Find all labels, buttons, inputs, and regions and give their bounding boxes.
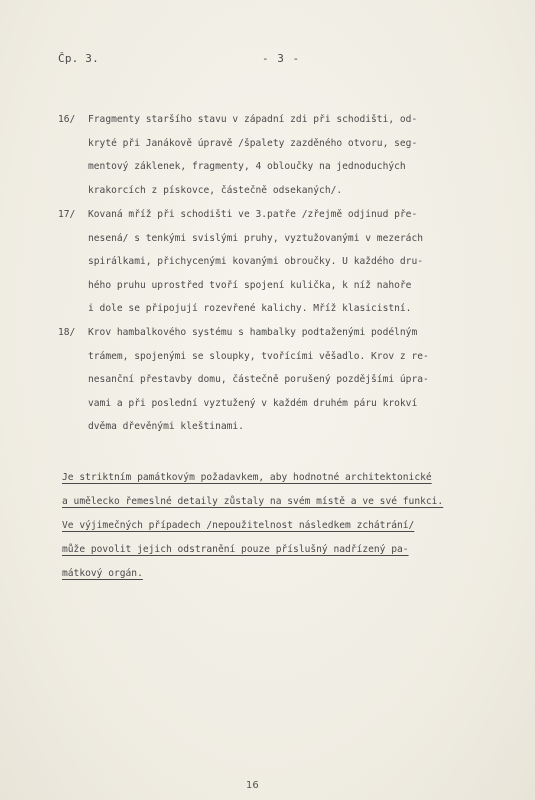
handwritten-page-number: 16	[246, 780, 259, 791]
list-item-16	[58, 108, 498, 202]
item-text-line: Krov hambalkového systému s hambalky podtaženými podélným	[88, 327, 418, 338]
item-text-line: trámem, spojenými se sloupky, tvořícími věšadlo. Krov z re-	[88, 350, 429, 362]
list-item-18	[58, 321, 498, 439]
note-line: může povolit jejich odstranění pouze příslušný nadřízený pa-	[62, 544, 409, 555]
item-text-line: kryté při Janákově úpravě /špalety zazděného otvoru, seg-	[88, 137, 418, 149]
item-text-line: vami a při poslední vyztužený v každém druhém páru krokví	[88, 397, 418, 409]
underlined-note	[62, 466, 532, 586]
page-header-number: - 3 -	[262, 52, 301, 65]
item-text-line: mentový záklenek, fragmenty, 4 obloučky na jednoduchých	[88, 161, 406, 172]
item-text-line: nesanční přestavby domu, částečně porušený pozdějšími úpra-	[88, 374, 429, 385]
item-text-line: krakorcích z pískovce, částečně odsekaných/.	[88, 184, 343, 196]
item-text-line: Kovaná mříž při schodišti ve 3.patře /zřejmě odjinud pře-	[88, 209, 418, 220]
note-line: Je striktním památkovým požadavkem, aby hodnotné architektonické	[62, 472, 432, 483]
item-text-line: dvěma dřevěnými kleštinami.	[88, 421, 244, 432]
note-line: mátkový orgán.	[62, 568, 143, 579]
note-line: a umělecko řemeslné detaily zůstaly na svém místě a ve své funkci.	[62, 496, 444, 507]
item-text-line: Fragmenty staršího stavu v západní zdi při schodišti, od-	[88, 114, 418, 125]
list-item-17	[58, 203, 498, 321]
item-number: 17/	[58, 209, 76, 220]
house-number-header: Čp. 3.	[58, 52, 99, 65]
item-text-line: nesená/ s tenkými svislými pruhy, vyztužovanými v mezerách	[88, 232, 424, 244]
item-text-line: i dole se připojují rozevřené kalichy. Mříž klasicistní.	[88, 303, 412, 314]
item-text-line: hého pruhu uprostřed tvoří spojení kulička, k níž nahoře	[88, 279, 412, 291]
note-line: Ve výjimečných případech /nepoužitelnost následkem zchátrání/	[62, 520, 415, 531]
item-number: 16/	[58, 114, 76, 125]
item-number: 18/	[58, 327, 76, 338]
item-text-line: spirálkami, přichycenými kovanými obroučky. U každého dru-	[88, 256, 424, 267]
